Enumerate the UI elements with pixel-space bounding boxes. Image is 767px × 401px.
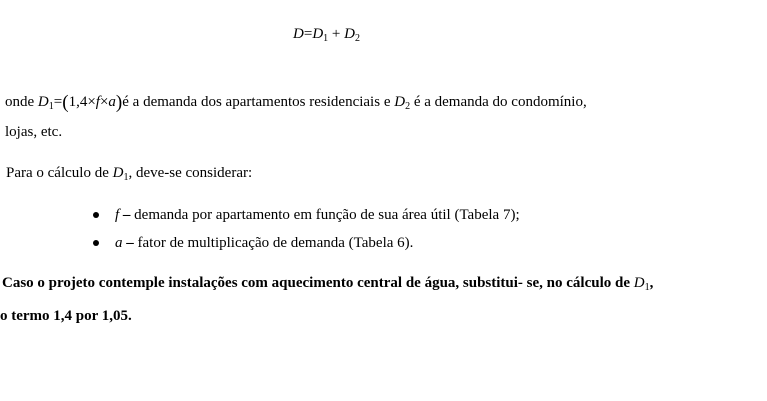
calculo-suffix: , deve-se considerar: <box>128 165 253 181</box>
bullet-text: demanda por apartamento em função de sua área útil (Tabela 7); <box>134 207 520 223</box>
formula-plus: + <box>331 26 341 42</box>
note-line1 <box>2 273 653 298</box>
calculo-prefix: Para o cálculo de <box>6 165 109 181</box>
paragraph-onde <box>5 92 587 117</box>
note-text: Caso o projeto contemple instalações com aquecimento central de água, substitui- se, no cálculo de <box>2 275 631 291</box>
formula-equals: = <box>303 26 313 42</box>
paragraph-onde-line2: lojas, etc. <box>5 124 63 140</box>
formula-d2: $D_2$ <box>344 26 360 44</box>
calculo-d1: $D_1$ <box>112 165 129 183</box>
paragraph-calculo <box>6 163 252 188</box>
note-line2: o termo 1,4 por 1,05. <box>0 308 132 324</box>
formula-lhs: D <box>293 26 304 42</box>
bullet-icon <box>93 212 99 218</box>
bullet-symbol: a <box>115 235 123 251</box>
onde-prefix: onde <box>5 94 35 110</box>
formula-d1: $D_1$ <box>312 26 329 44</box>
main-formula <box>293 24 360 49</box>
bullet-text: fator de multiplicação de demanda (Tabela 6). <box>137 235 414 251</box>
note-d1: $D_1$ <box>633 275 650 293</box>
d1-definition: $D_1=(1,4\times f\times a)$ <box>37 92 123 113</box>
bullet-dash: – <box>126 235 134 251</box>
list-item <box>93 233 413 253</box>
onde-text-mid: é a demanda dos apartamentos residenciais e <box>122 94 391 110</box>
bullet-icon <box>93 240 99 246</box>
note-comma: , <box>649 275 654 291</box>
d2-symbol: $D_2$ <box>394 94 411 112</box>
bullet-symbol: f <box>115 207 120 223</box>
bullet-dash: – <box>122 207 131 223</box>
onde-text-end: é a demanda do condomínio, <box>413 94 587 110</box>
list-item <box>93 205 520 225</box>
